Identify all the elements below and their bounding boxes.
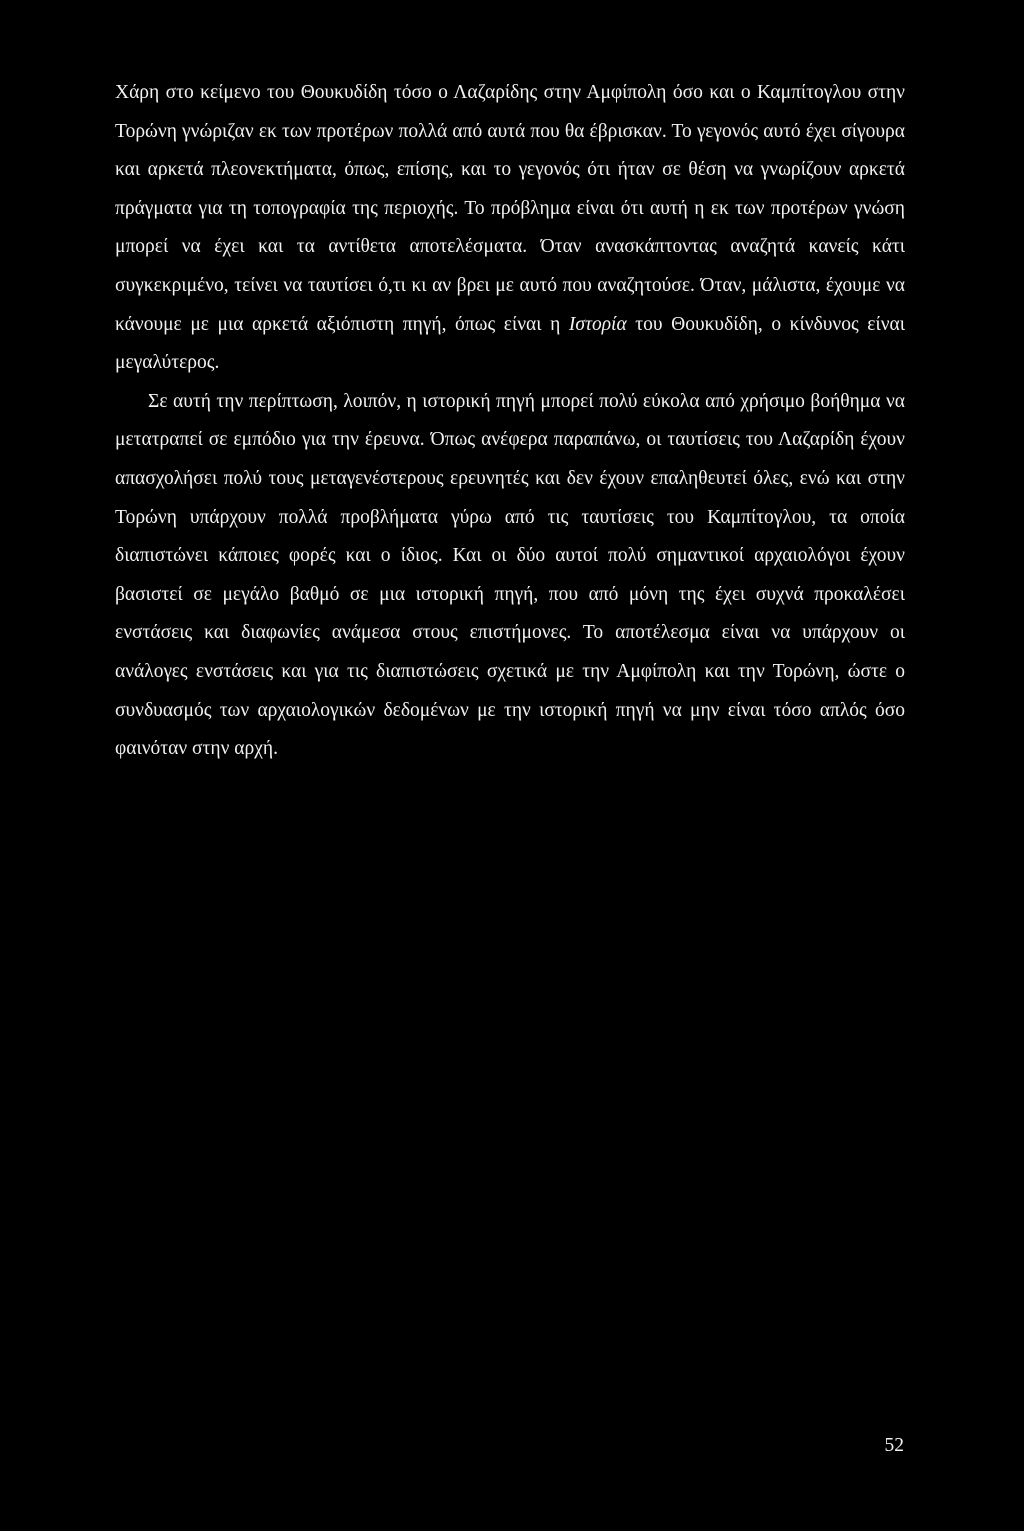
paragraph-1-text-end: του Θουκυδίδη, ο κίνδυνος είναι μεγαλύτερος. — [115, 313, 905, 374]
paragraph-1-text: Χάρη στο κείμενο του Θουκυδίδη τόσο ο Λαζαρίδης στην Αμφίπολη όσο και ο Καμπίτογλου στην Τορώνη γνώριζαν εκ των προτέρων πολλά από αυτά που θα έβρισκαν. Το γεγονός αυτό έχει σίγουρα και αρκετά πλεονεκτήματα, όπως, επίσης, και το γεγονός ότι ήταν σε θέση να γνωρίζουν αρκετά πράγματα για τη τοπογραφία της περιοχής. Το πρόβλημα είναι ότι αυτή η εκ των προτέρων γνώση μπορεί να έχει και τα αντίθετα αποτελέσματα. Όταν ανασκάπτοντας αναζητά κανείς κάτι συγκεκριμένο, τείνει να ταυτίσει ό,τι κι αν βρει με αυτό που αναζητούσε. Όταν, μάλιστα, έχουμε να κάνουμε με μια αρκετά αξιόπιστη πηγή, όπως είναι η — [115, 82, 905, 335]
paragraph-1 — [115, 74, 905, 383]
paragraph-2 — [115, 383, 905, 769]
page-number: 52 — [884, 1435, 904, 1456]
body-text — [115, 74, 905, 769]
paragraph-2-text: Σε αυτή την περίπτωση, λοιπόν, η ιστορική πηγή μπορεί πολύ εύκολα από χρήσιμο βοήθημα να μετατραπεί σε εμπόδιο για την έρευνα. Όπως ανέφερα παραπάνω, οι ταυτίσεις του Λαζαρίδη έχουν απασχολήσει πολύ τους μεταγενέστερους ερευνητές και δεν έχουν επαληθευτεί όλες, ενώ και στην Τορώνη υπάρχουν πολλά προβλήματα γύρω από τις ταυτίσεις του Καμπίτογλου, τα οποία διαπιστώνει κάποιες φορές και ο ίδιος. Και οι δύο αυτοί πολύ σημαντικοί αρχαιολόγοι έχουν βασιστεί σε μεγάλο βαθμό σε μια ιστορική πηγή, που από μόνη της έχει συχνά προκαλέσει ενστάσεις και διαφωνίες ανάμεσα στους επιστήμονες. Το αποτέλεσμα είναι να υπάρχουν οι ανάλογες ενστάσεις και για τις διαπιστώσεις σχετικά με την Αμφίπολη και την Τορώνη, ώστε ο συνδυασμός των αρχαιολογικών δεδομένων με την ιστορική πηγή να μην είναι τόσο απλός όσο φαινόταν στην αρχή. — [115, 390, 905, 760]
work-title-historia: Ιστορία — [568, 313, 627, 335]
